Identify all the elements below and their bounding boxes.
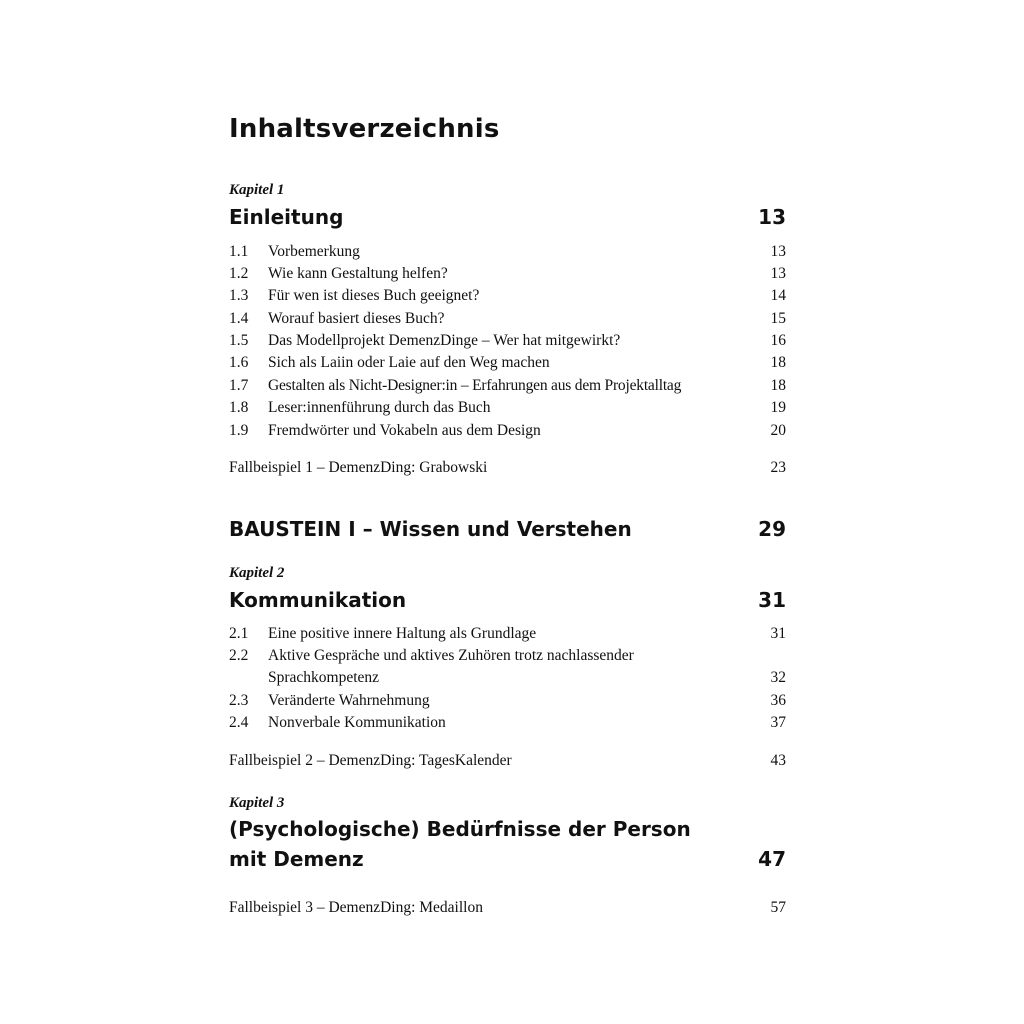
case-study-title: Fallbeispiel 1 – DemenzDing: Grabowski xyxy=(229,459,488,476)
entry-page: 31 xyxy=(770,625,786,642)
entry-title: Worauf basiert dieses Buch? xyxy=(268,310,445,327)
chapter-3-title-line-2: mit Demenz xyxy=(229,847,364,871)
entry-title: Nonverbale Kommunikation xyxy=(268,714,446,731)
chapter-2-heading xyxy=(229,586,786,614)
entry-page: 13 xyxy=(770,243,786,260)
chapter-1-label: Kapitel 1 xyxy=(229,182,285,198)
toc-entry xyxy=(229,330,786,352)
toc-entry xyxy=(229,397,786,419)
case-study-page: 23 xyxy=(770,459,786,476)
toc-entry xyxy=(229,623,786,645)
entry-number: 2.4 xyxy=(229,714,249,731)
toc-page xyxy=(229,0,786,1024)
entry-title: Eine positive innere Haltung als Grundlage xyxy=(268,625,537,642)
entry-title: Das Modellprojekt DemenzDinge – Wer hat mitgewirkt? xyxy=(268,332,621,349)
entry-page: 14 xyxy=(770,287,786,304)
chapter-3-title-line-1: (Psychologische) Bedürfnisse der Person xyxy=(229,817,691,841)
entry-title: Aktive Gespräche und aktives Zuhören trotz nachlassender Sprachkompetenz xyxy=(268,647,634,687)
toc-entry xyxy=(229,263,786,285)
page-title: Inhaltsverzeichnis xyxy=(229,114,500,144)
entry-page: 18 xyxy=(770,377,786,394)
toc-entry xyxy=(229,690,786,712)
case-study-page: 43 xyxy=(770,752,786,769)
chapter-1-page: 13 xyxy=(758,205,786,229)
entry-title: Wie kann Gestaltung helfen? xyxy=(268,265,448,282)
entry-number: 2.3 xyxy=(229,692,249,709)
entry-number: 1.7 xyxy=(229,377,249,394)
entry-title: Veränderte Wahrnehmung xyxy=(268,692,430,709)
case-study-entry xyxy=(229,750,786,772)
toc-entry xyxy=(229,420,786,442)
chapter-3-heading xyxy=(229,815,786,873)
entry-number: 1.5 xyxy=(229,332,249,349)
entry-page: 16 xyxy=(770,332,786,349)
entry-title: Gestalten als Nicht-Designer:in – Erfahrungen aus dem Projektalltag xyxy=(268,377,682,394)
toc-entry xyxy=(229,285,786,307)
chapter-3-label: Kapitel 3 xyxy=(229,795,285,811)
entry-page: 20 xyxy=(770,422,786,439)
entry-number: 2.2 xyxy=(229,647,249,664)
entry-page: 15 xyxy=(770,310,786,327)
case-study-page: 57 xyxy=(770,899,786,916)
entry-title: Fremdwörter und Vokabeln aus dem Design xyxy=(268,422,541,439)
chapter-1-title: Einleitung xyxy=(229,205,344,229)
toc-entry xyxy=(229,241,786,263)
case-study-title: Fallbeispiel 3 – DemenzDing: Medaillon xyxy=(229,899,483,916)
entry-title: Vorbemerkung xyxy=(268,243,360,260)
chapter-3-page: 47 xyxy=(758,847,786,871)
toc-entry xyxy=(229,712,786,734)
entry-page: 19 xyxy=(770,399,786,416)
chapter-2-label: Kapitel 2 xyxy=(229,565,285,581)
entry-number: 2.1 xyxy=(229,625,249,642)
entry-title: Für wen ist dieses Buch geeignet? xyxy=(268,287,480,304)
part-title: BAUSTEIN I – Wissen und Verstehen xyxy=(229,517,632,541)
toc-entry xyxy=(229,375,786,397)
toc-entry xyxy=(229,352,786,374)
entry-page: 37 xyxy=(770,714,786,731)
case-study-title: Fallbeispiel 2 – DemenzDing: TagesKalender xyxy=(229,752,512,769)
toc-entry xyxy=(229,645,786,690)
chapter-2-page: 31 xyxy=(758,588,786,612)
entry-number: 1.3 xyxy=(229,287,249,304)
entry-page: 13 xyxy=(770,265,786,282)
entry-title: Leser:innenführung durch das Buch xyxy=(268,399,491,416)
entry-number: 1.1 xyxy=(229,243,249,260)
part-page: 29 xyxy=(758,517,786,541)
entry-number: 1.2 xyxy=(229,265,249,282)
chapter-2-title: Kommunikation xyxy=(229,588,407,612)
entry-number: 1.9 xyxy=(229,422,249,439)
entry-number: 1.6 xyxy=(229,354,249,371)
case-study-entry xyxy=(229,457,786,479)
entry-number: 1.4 xyxy=(229,310,249,327)
entry-page: 18 xyxy=(770,354,786,371)
entry-page: 32 xyxy=(770,669,786,687)
entry-title: Sich als Laiin oder Laie auf den Weg machen xyxy=(268,354,550,371)
entry-page: 36 xyxy=(770,692,786,709)
toc-entry xyxy=(229,308,786,330)
case-study-entry xyxy=(229,897,786,919)
chapter-1-heading xyxy=(229,203,786,231)
part-heading xyxy=(229,515,786,543)
entry-number: 1.8 xyxy=(229,399,249,416)
